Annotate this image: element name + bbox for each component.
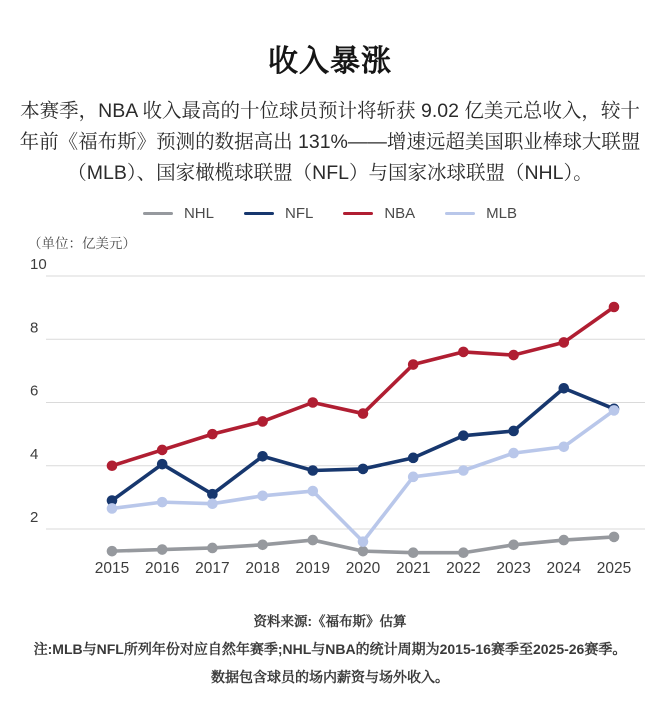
legend-label-nba: NBA <box>384 205 416 222</box>
series-line-nba <box>112 307 614 466</box>
x-tick-label: 2020 <box>345 560 381 577</box>
data-point-nba-2019 <box>308 397 319 408</box>
data-point-nfl-2019 <box>308 465 319 476</box>
data-point-mlb-2022 <box>458 465 469 476</box>
data-point-nba-2020 <box>358 408 369 419</box>
data-point-mlb-2015 <box>107 503 118 514</box>
note-line-1: 注:MLB与NFL所列年份对应自然年赛季;NHL与NBA的统计周期为2015-16赛季至2025-26赛季。 <box>33 641 627 657</box>
data-point-nba-2015 <box>107 460 118 471</box>
data-point-mlb-2019 <box>308 486 319 497</box>
legend-item-nhl <box>143 205 214 222</box>
data-point-nfl-2017 <box>207 489 218 500</box>
note-line-2: 数据包含球员的场内薪资与场外收入。 <box>211 669 449 685</box>
nba-line-swatch <box>343 212 373 216</box>
x-tick-label: 2022 <box>446 560 481 577</box>
data-point-nfl-2022 <box>458 430 469 441</box>
x-tick-label: 2016 <box>144 560 180 577</box>
data-point-nba-2024 <box>559 337 570 348</box>
data-point-nhl-2024 <box>559 535 570 546</box>
data-point-nba-2017 <box>207 429 218 440</box>
nhl-line-swatch <box>143 212 173 216</box>
data-point-nba-2023 <box>508 350 519 361</box>
data-point-nhl-2020 <box>358 546 369 557</box>
data-point-mlb-2021 <box>408 472 419 483</box>
data-point-nba-2021 <box>408 359 419 370</box>
data-point-mlb-2017 <box>207 498 218 509</box>
data-point-nfl-2016 <box>157 459 168 470</box>
chart-footer <box>0 610 660 695</box>
data-point-mlb-2020 <box>358 536 369 547</box>
data-point-nba-2022 <box>458 347 469 358</box>
data-point-mlb-2018 <box>257 490 268 501</box>
data-point-nhl-2021 <box>408 547 419 558</box>
y-tick-label: 8 <box>30 319 39 337</box>
chart-legend <box>0 205 660 222</box>
subtitle-text: 本赛季，NBA 收入最高的十位球员预计将斩获 9.02 亿美元总收入，较十年前《福布斯》预测的数据高出 131%——增速远超美国职业棒球大联盟（MLB）、国家橄榄球联盟（NFL）与国家冰球联盟（NHL）。 <box>19 100 641 184</box>
legend-label-mlb: MLB <box>486 205 518 222</box>
x-tick-label: 2017 <box>195 560 230 577</box>
data-point-nhl-2025 <box>609 532 620 543</box>
revenue-line-chart <box>0 255 660 585</box>
source-text: 资料来源:《福布斯》估算 <box>253 614 407 629</box>
nfl-line-swatch <box>244 212 274 216</box>
data-point-mlb-2016 <box>157 497 168 508</box>
legend-label-nfl: NFL <box>284 205 314 222</box>
data-point-nhl-2015 <box>107 546 118 557</box>
data-point-nba-2025 <box>609 302 620 313</box>
x-tick-label: 2019 <box>295 560 331 577</box>
x-tick-label: 2025 <box>596 560 632 577</box>
data-point-nfl-2024 <box>559 383 570 394</box>
data-point-mlb-2023 <box>508 448 519 459</box>
legend-item-nba <box>343 205 415 222</box>
data-point-mlb-2024 <box>559 441 570 452</box>
data-point-nba-2018 <box>257 416 268 427</box>
data-point-nhl-2019 <box>308 535 319 546</box>
legend-label-nhl: NHL <box>183 205 214 222</box>
data-point-nhl-2023 <box>508 540 519 551</box>
mlb-line-swatch <box>445 212 475 216</box>
x-tick-label: 2024 <box>546 560 582 577</box>
legend-item-nfl <box>244 205 313 222</box>
data-point-mlb-2025 <box>609 405 620 416</box>
data-point-nfl-2021 <box>408 453 419 464</box>
data-point-nfl-2023 <box>508 426 519 437</box>
x-tick-label: 2023 <box>496 560 531 577</box>
x-tick-label: 2015 <box>94 560 130 577</box>
series-line-nfl <box>112 388 614 500</box>
data-point-nfl-2018 <box>257 451 268 462</box>
data-point-nba-2016 <box>157 445 168 456</box>
y-tick-label: 6 <box>30 382 39 400</box>
y-tick-label: 2 <box>30 509 39 526</box>
x-tick-label: 2021 <box>395 560 431 577</box>
data-point-nhl-2017 <box>207 543 218 554</box>
data-point-nhl-2018 <box>257 540 268 551</box>
chart-area <box>0 255 660 585</box>
y-tick-label: 10 <box>30 256 47 273</box>
data-point-nhl-2016 <box>157 544 168 555</box>
page-title: 收入暴涨 <box>268 45 392 78</box>
legend-item-mlb <box>445 205 517 222</box>
x-tick-label: 2018 <box>245 560 280 577</box>
y-axis-unit-label: （单位：亿美元） <box>28 236 136 251</box>
data-point-nhl-2022 <box>458 547 469 558</box>
y-tick-label: 4 <box>30 445 39 463</box>
series-line-mlb <box>112 410 614 541</box>
data-point-nfl-2020 <box>358 464 369 475</box>
